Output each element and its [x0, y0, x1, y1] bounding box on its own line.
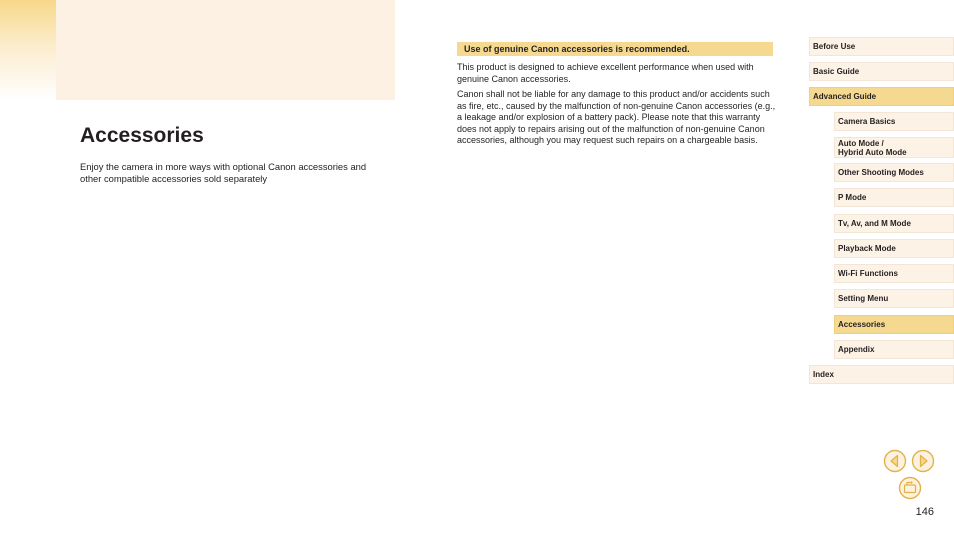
- nav-item-label: Index: [813, 370, 834, 379]
- nav-item-label: Setting Menu: [838, 294, 889, 303]
- page-title: Accessories: [80, 124, 204, 147]
- page-nav-buttons: [883, 449, 937, 501]
- nav-item-label: Accessories: [838, 320, 886, 329]
- notice-paragraph-1: This product is designed to achieve excellent performance when used with genuine Canon accessories.: [457, 62, 754, 84]
- nav-item-basic-guide[interactable]: [809, 62, 954, 81]
- nav-item-index[interactable]: [809, 365, 954, 384]
- nav-item-advanced-guide[interactable]: [809, 87, 954, 106]
- nav-item-appendix[interactable]: [834, 340, 954, 359]
- nav-item-label: Before Use: [813, 42, 856, 51]
- nav-item-playback-mode[interactable]: [834, 239, 954, 258]
- previous-page-icon[interactable]: [883, 449, 907, 473]
- nav-item-label: Appendix: [838, 345, 875, 354]
- nav-item-label: Tv, Av, and M Mode: [838, 219, 911, 228]
- nav-item-camera-basics[interactable]: [834, 112, 954, 131]
- nav-item-other-shooting-modes[interactable]: [834, 163, 954, 182]
- nav-item-accessories[interactable]: [834, 315, 954, 334]
- nav-item-label: Basic Guide: [813, 67, 860, 76]
- nav-item-label: Playback Mode: [838, 244, 896, 253]
- nav-item-tv-av-m-mode[interactable]: [834, 214, 954, 233]
- nav-item-label: Camera Basics: [838, 117, 896, 126]
- notice-header: Use of genuine Canon accessories is recommended.: [457, 42, 773, 56]
- nav-item-label: Advanced Guide: [813, 92, 877, 101]
- next-page-icon[interactable]: [911, 449, 935, 473]
- nav-item-setting-menu[interactable]: [834, 289, 954, 308]
- header-band: [56, 0, 395, 100]
- nav-item-before-use[interactable]: [809, 37, 954, 56]
- nav-item-label: P Mode: [838, 193, 867, 202]
- corner-gradient: [0, 0, 56, 100]
- return-to-contents-icon[interactable]: [898, 476, 922, 500]
- nav-item-auto-mode[interactable]: [834, 137, 954, 158]
- page-number: 146: [915, 506, 934, 518]
- notice-paragraph-2: Canon shall not be liable for any damage to this product and/or accidents such as fire, etc., caused by the malfunction of non-genuine Canon accessories (e.g., a leakage and/or explosion of a battery pack). Please note that this warranty does not apply to repairs arising out of the malfunction of non-genuine Canon accessories, although you may request such repairs on a chargeable basis.: [457, 89, 776, 145]
- nav-item-p-mode[interactable]: [834, 188, 954, 207]
- nav-item-label: Other Shooting Modes: [838, 168, 924, 177]
- nav-item-label: Auto Mode / Hybrid Auto Mode: [838, 138, 907, 157]
- nav-item-label: Wi-Fi Functions: [838, 269, 898, 278]
- intro-text: Enjoy the camera in more ways with optional Canon accessories and other compatible accessories sold separately: [80, 161, 367, 184]
- nav-item-wifi-functions[interactable]: [834, 264, 954, 283]
